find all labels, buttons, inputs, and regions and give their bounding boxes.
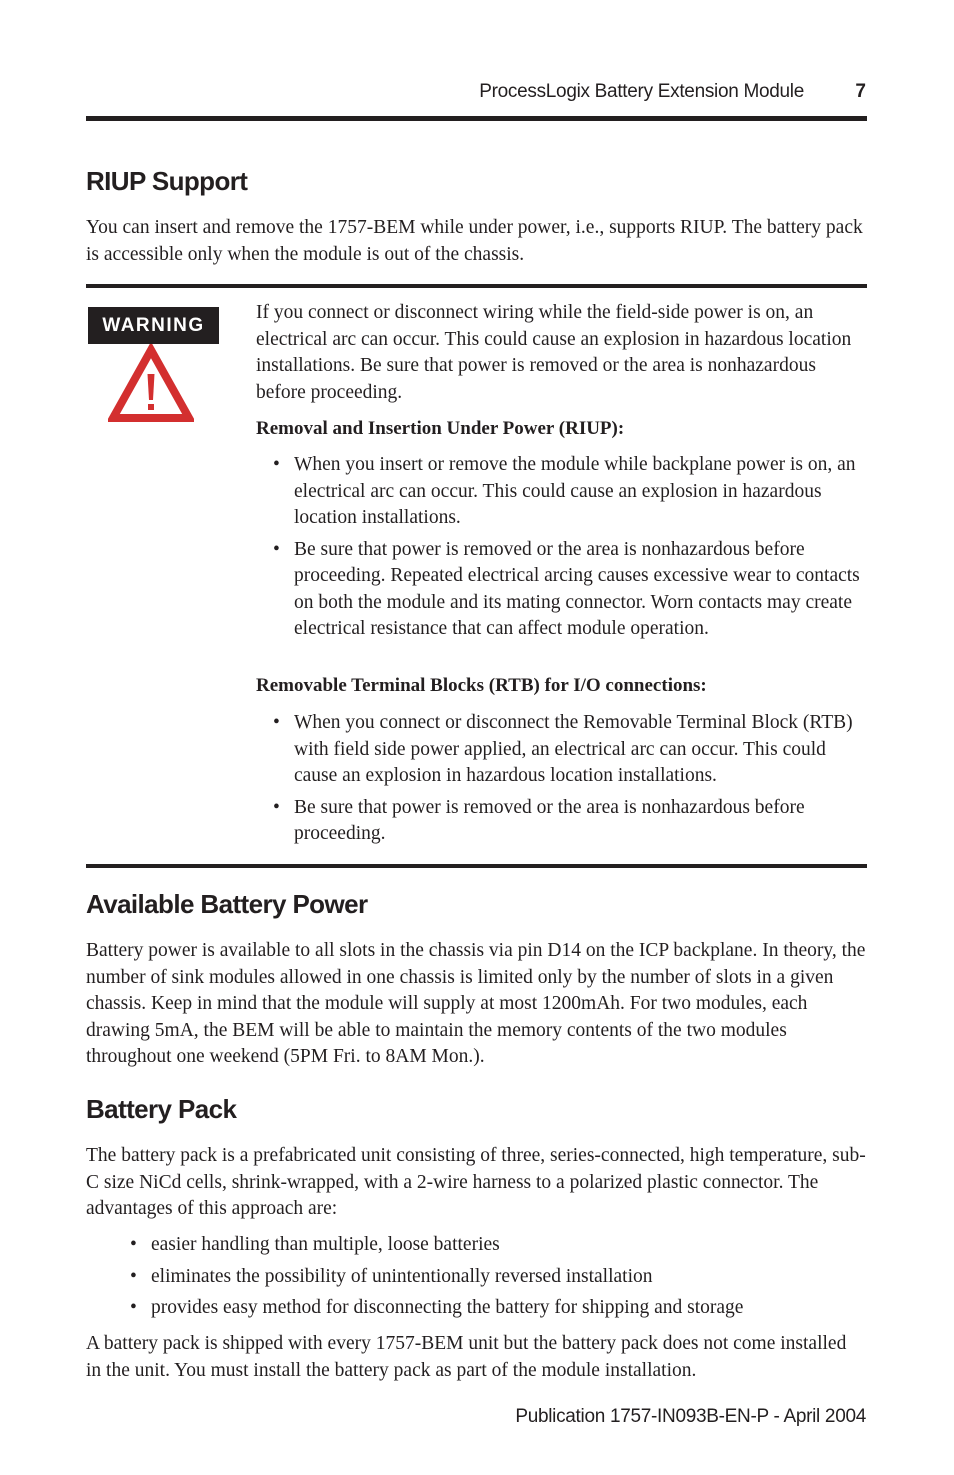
list-item-text: When you insert or remove the module while backplane power is on, an electrical arc can occur. This could cause an explosion in hazardous location installations.: [294, 454, 856, 528]
header-rule: [86, 116, 867, 121]
battery-pack-heading: Battery Pack: [86, 1094, 237, 1124]
list-item: • Be sure that power is removed or the area is nonhazardous before proceeding. Repeated electrical arcing causes excessive wear to contacts on both the module and its mating connector. Worn contacts may create electrical resistance that can affect module operation.: [273, 538, 860, 639]
list-item-text: Be sure that power is removed or the area is nonhazardous before proceeding. Repeated electrical arcing causes excessive wear to contacts on both the module and its mating connector. Worn contacts may create electrical resistance that can affect module operation.: [294, 538, 860, 639]
riup-warning-list: [273, 452, 866, 643]
riup-support-body: You can insert and remove the 1757-BEM while under power, i.e., supports RIUP. The battery pack is accessible only when the module is out of the chassis.: [86, 217, 863, 265]
list-item-text: provides easy method for disconnecting the battery for shipping and storage: [151, 1297, 744, 1318]
list-item-text: Be sure that power is removed or the area is nonhazardous before proceeding.: [294, 796, 805, 844]
list-item: • Be sure that power is removed or the area is nonhazardous before proceeding.: [273, 796, 805, 844]
rtb-warning-list: [273, 710, 866, 848]
list-item-text: eliminates the possibility of unintentionally reversed installation: [151, 1265, 653, 1287]
list-item: • When you connect or disconnect the Removable Terminal Block (RTB) with field side power applied, an electrical arc can occur. This could cause an explosion in hazardous location installations.: [273, 712, 853, 786]
warning-bottom-rule: [86, 864, 867, 868]
riup-support-heading: RIUP Support: [86, 166, 248, 196]
warning-label: WARNING: [88, 307, 219, 344]
battery-pack-body: The battery pack is a prefabricated unit consisting of three, series-connected, high temperature, sub-C size NiCd cells, shrink-wrapped, with a 2-wire harness to a polarized plastic connector. The advantages of this approach are:: [86, 1145, 866, 1219]
battery-pack-advantages-list: [130, 1232, 867, 1322]
list-item: • provides easy method for disconnecting the battery for shipping and storage: [130, 1297, 744, 1318]
list-item-text: easier handling than multiple, loose batteries: [151, 1234, 500, 1255]
battery-pack-closing: A battery pack is shipped with every 1757-BEM unit but the battery pack does not come installed in the unit. You must install the battery pack as part of the module installation.: [86, 1333, 847, 1381]
riup-warning-heading: Removal and Insertion Under Power (RIUP):: [256, 418, 625, 439]
warning-intro: If you connect or disconnect wiring while the field-side power is on, an electrical arc can occur. This could cause an explosion in hazardous location installations. Be sure that power is removed or the area is nonhazardous before proceeding.: [256, 302, 852, 403]
warning-top-rule: [86, 284, 867, 288]
header-title: ProcessLogix Battery Extension Module: [479, 81, 804, 102]
list-item-text: When you connect or disconnect the Removable Terminal Block (RTB) with field side power applied, an electrical arc can occur. This could cause an explosion in hazardous location installations.: [294, 712, 853, 786]
available-battery-power-body: Battery power is available to all slots in the chassis via pin D14 on the ICP backplane. In theory, the number of sink modules allowed in one chassis is limited only by the number of slots in a given chassis. Keep in mind that the module will supply at most 1200mAh. For two modules, each drawing 5mA, the BEM will be able to maintain the memory contents of the two modules throughout one weekend (5PM Fri. to 8AM Mon.).: [86, 940, 866, 1067]
page-number: 7: [855, 81, 866, 102]
list-item: • easier handling than multiple, loose batteries: [130, 1234, 500, 1255]
available-battery-power-heading: Available Battery Power: [86, 889, 368, 919]
running-header: [86, 80, 866, 110]
list-item: • eliminates the possibility of unintentionally reversed installation: [130, 1265, 653, 1287]
rtb-warning-heading: Removable Terminal Blocks (RTB) for I/O connections:: [256, 675, 707, 696]
warning-triangle-icon: [108, 344, 194, 424]
list-item: • When you insert or remove the module while backplane power is on, an electrical arc can occur. This could cause an explosion in hazardous location installations.: [273, 454, 856, 528]
footer-publication: Publication 1757-IN093B-EN-P - April 2004: [515, 1406, 866, 1427]
